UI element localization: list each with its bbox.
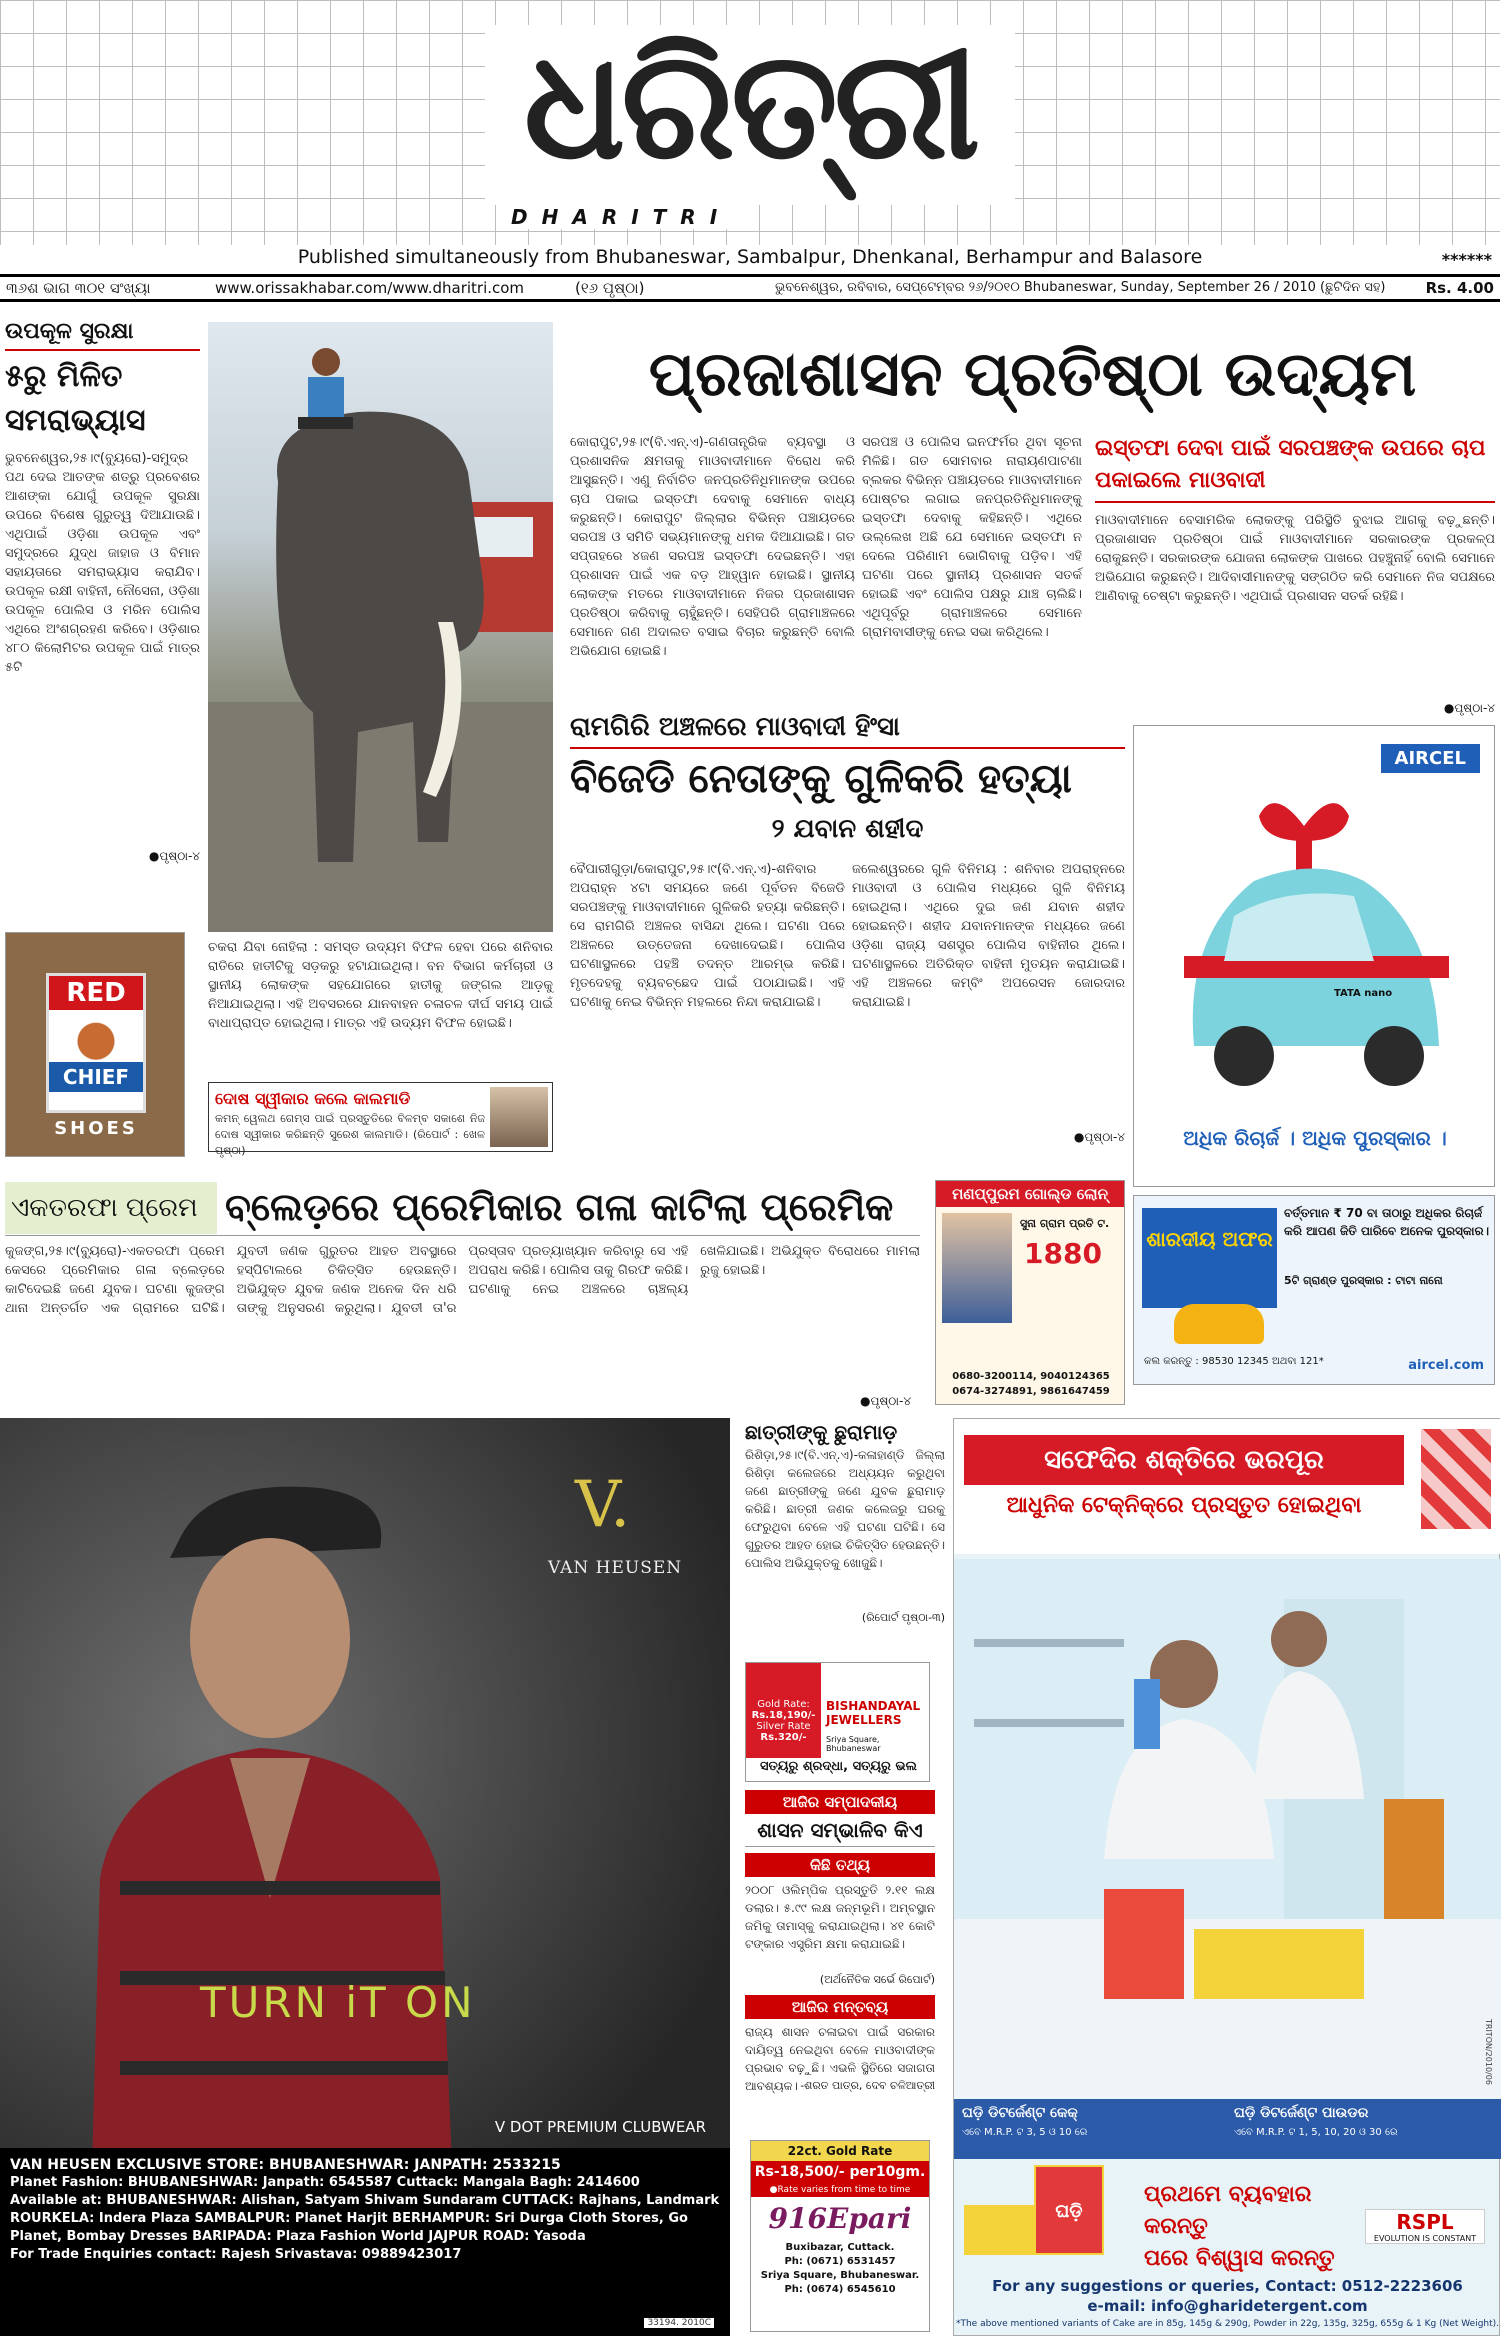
elephant-photo[interactable] bbox=[208, 322, 553, 932]
logo-subtitle: DHARITRI bbox=[505, 205, 737, 229]
bishandayal-odia-line: ସତ୍ୟରୁ ଶ୍ରଦ୍ଧା, ସତ୍ୟରୁ ଭଲ bbox=[760, 1759, 917, 1774]
aircel-tagline: ଅଧିକ ରିଚାର୍ଜ । ଅଧିକ ପୁରସ୍କାର । bbox=[1183, 1126, 1447, 1150]
bishandayal-rates bbox=[746, 1663, 821, 1758]
volume-number: ୩୬ଶ ଭାଗ ୩୦୧ ସଂଖ୍ୟା bbox=[6, 279, 151, 297]
vh-store-3: Available at: BHUBANESHWAR: Alishan, Satyam Shivam Sundaram CUTTACK: Rajhans, Landmark bbox=[10, 2193, 720, 2208]
comment-label: ଆଜିର ମନ୍ତବ୍ୟ bbox=[745, 1995, 935, 2019]
ghadi-cake-pack bbox=[964, 2205, 1034, 2255]
offer-contact: କଲ କରନ୍ତୁ : 98530 12345 ଅଥବା 121* bbox=[1144, 1356, 1324, 1367]
brand-ambassador-photo bbox=[942, 1213, 1012, 1323]
cake-label: ଘଡ଼ି ଡିଟର୍ଜେଣ୍ଟ କେକ୍ bbox=[962, 2105, 1078, 2121]
powder-label: ଘଡ଼ି ଡିଟର୍ଜେଣ୍ଟ ପାଉଡର bbox=[1234, 2105, 1369, 2121]
vh-store-5: Planet, Bombay Dresses BARIPADA: Plaza Fashion World JAJPUR ROAD: Yasoda bbox=[10, 2229, 586, 2244]
ghadi-product-packs bbox=[964, 2165, 1124, 2265]
vh-store-6: For Trade Enquiries contact: Rajesh Srivastava: 09889423017 bbox=[10, 2247, 462, 2262]
offer-line-2: 5ଟି ଗ୍ରାଣ୍ଡ ପୁରସ୍କାର : ଟାଟା ନାନୋ bbox=[1284, 1274, 1443, 1287]
kalmadi-photo bbox=[490, 1087, 548, 1147]
silver-rate: Rs.320/- bbox=[760, 1732, 807, 1743]
offer-line-1: ବର୍ତ୍ତମାନ ₹ 70 ବା ତାଠାରୁ ଅଧିକର ରିଚାର୍ଜ କରି ଆପଣ ଜିତି ପାରିବେ ଅନେକ ପୁରସ୍କାର। bbox=[1284, 1206, 1489, 1238]
ghadi-queries: For any suggestions or queries, Contact: 0512-2223606 bbox=[992, 2277, 1463, 2295]
epari-brand: 916Epari bbox=[768, 2202, 912, 2235]
cake-mrp: ଏବେ M.R.P. ଟ 3, 5 ଓ 10 ରେ bbox=[962, 2127, 1088, 2138]
student-story-body: ରିଶିଡ଼ା,୨୫।୯(ବି.ଏନ୍.ଏ)-କଳାହାଣ୍ଡି ଜିଲ୍ଲା ରିଶିଡ଼ା କଲେଜରେ ଅଧ୍ୟୟନ କରୁଥିବା ଜଣେ ଛାତ୍ରୀଙ୍କୁ ଜଣେ ଯୁବକ ଛୁରାମାଡ଼ କରିଛି। ଛାତ୍ରୀ ଜଣକ କଲେଜରୁ ଘରକୁ ଫେରୁଥିବା ବେଳେ ଏହି ଘଟଣା ଘଟିଛି। ସେ ଗୁରୁତର ଆହତ ହୋଇ ଚିକିତ୍ସିତ ହେଉଛନ୍ତି। ପୋଲିସ ଅଭିଯୁକ୍ତକୁ ଖୋଜୁଛି। bbox=[745, 1448, 945, 1570]
bishandayal-address: Sriya Square, Bhubaneswar bbox=[826, 1735, 881, 1753]
bishandayal-ad[interactable] bbox=[745, 1662, 930, 1782]
manappuram-ad[interactable] bbox=[935, 1180, 1125, 1405]
vh-store-2: Planet Fashion: BHUBANESHWAR: Janpath: 6545587 Cuttack: Mangala Bagh: 2414600 bbox=[10, 2175, 640, 2190]
lead-col-1: କୋରାପୁଟ,୨୫।୯(ବି.ଏନ୍.ଏ)-ଗଣତାନ୍ତ୍ରିକ ବ୍ୟବସ୍ଥା ଓ ପ୍ରଶାସନିକ କ୍ଷମତାକୁ ମାଓବାଦୀମାନେ ବିରୋଧ କରି ଆସୁଛନ୍ତି। ଏଣୁ ନିର୍ବାଚିତ ଜନପ୍ରତିନିଧିମାନଙ୍କ ଉପରେ ଚାପ ପକାଇ ଇସ୍ତଫା ଦେବାକୁ ସେମାନେ ବାଧ୍ୟ କରୁଛନ୍ତି। କୋରାପୁଟ ଜିଲ୍ଲାର ବିଭିନ୍ନ ପଞ୍ଚାୟତରେ ସରପଞ୍ଚ ଓ ସମିତି ସଭ୍ୟମାନଙ୍କୁ ଧମକ ଦିଆଯାଇଛି। ଗତ ସପ୍ତାହରେ ୪ଜଣ ସରପଞ୍ଚ ଇସ୍ତଫା ଦେଇଛନ୍ତି। ଏହା ପ୍ରଶାସନ ପାଇଁ ଏକ ବଡ଼ ଆହ୍ୱାନ ହୋଇଛି। ସ୍ଥାନୀୟ ଲୋକଙ୍କ ମତରେ ମାଓବାଦୀମାନେ ନିଜର ପ୍ରଜାଶାସନ ପ୍ରତିଷ୍ଠା କରିବାକୁ ଚାହୁଁଛନ୍ତି। ସେହିପରି ଗ୍ରାମାଞ୍ଚଳରେ ସେମାନେ ଗଣ ଅଦାଲତ ବସାଇ ବିଚାର କରୁଛନ୍ତି ବୋଲି ଅଭିଯୋଗ ହୋଇଛି। bbox=[570, 435, 855, 659]
gold-price: 1880 bbox=[1024, 1237, 1102, 1270]
vh-store-1: VAN HEUSEN EXCLUSIVE STORE: BHUBANESHWAR: JANPATH: 2533215 bbox=[10, 2157, 561, 2173]
manappuram-name: ମଣପ୍ପୁରମ ଗୋଲ୍ଡ ଲୋନ୍ bbox=[936, 1181, 1124, 1207]
epari-phone-2: Ph: (0674) 6545610 bbox=[784, 2284, 896, 2295]
ghadi-headline-band bbox=[954, 1419, 1501, 1554]
decorative-squares bbox=[1421, 1429, 1491, 1529]
vh-tagline: TURN iT ON bbox=[200, 1978, 476, 2027]
epari-address-2: Sriya Square, Bhubaneswar. bbox=[760, 2270, 920, 2281]
lead-col-3 bbox=[1095, 433, 1495, 715]
elephant-story-body: ଚକରା ଯିବା ନୋହିଲା : ସମସ୍ତ ଉଦ୍ୟମ ବିଫଳ ହେବା ପରେ ଶନିବାର ରାତିରେ ହାତୀଟିକୁ ସଡ଼କରୁ ହଟାଯାଇଥିଲା। ବନ ବିଭାଗ କର୍ମଚାରୀ ଓ ସ୍ଥାନୀୟ ଲୋକଙ୍କ ସହଯୋଗରେ ହାତୀକୁ ଜଙ୍ଗଲ ଆଡ଼କୁ ନିଆଯାଇଥିଲା। ଏହି ଅବସରରେ ଯାନବାହନ ଚଳାଚଳ ଦୀର୍ଘ ସମୟ ପାଇଁ ବାଧାପ୍ରାପ୍ତ ହୋଇଥିଲା। ମାତ୍ର ଏହି ଉଦ୍ୟମ ବିଫଳ ହୋଇଛି। bbox=[208, 940, 553, 1031]
second-story-headline[interactable]: ବିଜେଡି ନେତାଙ୍କୁ ଗୁଳିକରି ହତ୍ୟା bbox=[570, 756, 1072, 802]
offer-site[interactable]: aircel.com bbox=[1408, 1358, 1484, 1373]
lead-continued: ●ପୃଷ୍ଠା-୪ bbox=[1443, 701, 1495, 715]
offer-car-icon bbox=[1174, 1304, 1264, 1344]
aircel-offer-ad[interactable] bbox=[1133, 1195, 1495, 1385]
epari-note: ●Rate varies from time to time bbox=[751, 2183, 929, 2197]
story-headline[interactable]: ୫ରୁ ମିଳିତ ସମରାଭ୍ୟାସ bbox=[5, 349, 200, 443]
vh-store-4: ROURKELA: Indera Plaza SAMBALPUR: Planet Harjit BERHAMPUR: Sri Durga Cloth Stores, Go bbox=[10, 2211, 688, 2226]
second-story-col-1: ବୈପାରୀଗୁଡ଼ା/କୋରାପୁଟ,୨୫।୯(ବି.ଏନ୍.ଏ)-ଶନିବାର ଅପରାହ୍ନ ୪ଟା ସମୟରେ ଜଣେ ପୂର୍ବତନ ବିଜେଡି ସରପଞ୍ଚଙ୍କୁ ମାଓବାଦୀମାନେ ଗୁଳିକରି ହତ୍ୟା କରିଛନ୍ତି। ସେ ରାମଗିରି ଅଞ୍ଚଳର ବାସିନ୍ଦା ଥିଲେ। ଘଟଣା ପରେ ଅଞ୍ଚଳରେ ଉତ୍ତେଜନା ଦେଖାଦେଇଛି। ପୋଲିସ ଘଟଣାସ୍ଥଳରେ ପହଞ୍ଚି ତଦନ୍ତ ଆରମ୍ଭ କରିଛି। ମୃତଦେହକୁ ବ୍ୟବଚ୍ଛେଦ ପାଇଁ ପଠାଯାଇଛି। ଏହି ଘଟଣାକୁ ନେଇ ବିଭିନ୍ନ ମହଲରେ ନିନ୍ଦା କରାଯାଇଛି। bbox=[570, 862, 845, 1010]
second-story-subhead: ୨ ଯବାନ ଶହୀଦ bbox=[771, 814, 924, 844]
kalmadi-quote-box[interactable] bbox=[208, 1082, 553, 1157]
epari-rate-label: 22ct. Gold Rate bbox=[751, 2141, 929, 2161]
website[interactable]: www.orissakhabar.com/www.dharitri.com bbox=[215, 279, 525, 297]
ghadi-headline-1: ସଫେଦିର ଶକ୍ତିରେ ଭରପୂର bbox=[964, 1435, 1404, 1485]
aircel-ad[interactable] bbox=[1133, 725, 1495, 1187]
coastal-security-story bbox=[5, 315, 200, 864]
vh-sub: V DOT PREMIUM CLUBWEAR bbox=[494, 2118, 706, 2136]
red-chief-logo bbox=[46, 973, 146, 1113]
epari-rate: Rs-18,500/- per10gm. bbox=[751, 2161, 929, 2183]
lead-col-2: ସରପଞ୍ଚ ଓ ପୋଲିସ ଇନଫର୍ମର ଥିବା ସୂଚନା ମିଳିଛି। ଗତ ସୋମବାର ନାରାୟଣପାଟଣା ବ୍ଲକର ବିଭିନ୍ନ ପଞ୍ଚାୟତରେ ମାଓବାଦୀମାନେ ପୋଷ୍ଟର ଲଗାଇ ଜନପ୍ରତିନିଧିମାନଙ୍କୁ ଇସ୍ତଫା ଦେବାକୁ କହିଛନ୍ତି। ଏଥିରେ ଉଲ୍ଲେଖ ଅଛି ଯେ ସେମାନେ ଇସ୍ତଫା ନ ଦେଲେ ପରିଣାମ ଭୋଗିବାକୁ ପଡ଼ିବ। ଏହି ଘଟଣା ପରେ ସ୍ଥାନୀୟ ପ୍ରଶାସନ ସତର୍କ ହୋଇଛି ଏବଂ ପୋଲିସ ପକ୍ଷରୁ ଯାଞ୍ଚ ଚାଲିଛି। ଏଥିପୂର୍ବରୁ ଗ୍ରାମାଞ୍ଚଳରେ ସେମାନେ ଗ୍ରାମବାସୀଙ୍କୁ ନେଇ ସଭା କରିଥିଲେ। bbox=[862, 435, 1082, 640]
red-chief-tagline: SHOES bbox=[54, 1118, 138, 1139]
gold-rate: Rs.18,190/- bbox=[751, 1710, 816, 1721]
ghadi-disclaimer: *The above mentioned variants of Cake are in 85g, 145g & 290g, Powder in 22g, 135g, 325g, 655g & 1 Kg (Net Weight). bbox=[955, 2319, 1500, 2329]
rspl-logo bbox=[1365, 2209, 1485, 2244]
love-story-headline[interactable]: ବ୍ଲେଡ଼ରେ ପ୍ରେମିକାର ଗଳା କାଟିଲା ପ୍ରେମିକ bbox=[225, 1185, 894, 1229]
rspl-name: RSPL bbox=[1396, 2210, 1454, 2234]
manappuram-phone: 0680-3200114, 9040124365 bbox=[952, 1371, 1110, 1382]
maoist-violence-story bbox=[570, 707, 1125, 849]
logo-text: ଧରିତ୍ରୀ bbox=[523, 17, 977, 193]
second-story-col-2-wrap bbox=[852, 860, 1125, 1155]
quote-text: କମନ୍ ୱେଲଥ ଗେମ୍ସ ପାଇଁ ପ୍ରସ୍ତୁତିରେ ବିଳମ୍ବ ସକାଶେ ନିଜ ଦୋଷ ସ୍ୱୀକାର କରିଛନ୍ତି ସୁରେଶ କାଲମାଡି। (ରିପୋର୍ଟ : ଖେଳ ପୃଷ୍ଠା) bbox=[215, 1112, 485, 1157]
epari-ad[interactable] bbox=[750, 2140, 930, 2332]
newspaper-logo bbox=[485, 17, 1015, 229]
student-story-headline[interactable]: ଛାତ୍ରୀଙ୍କୁ ଛୁରାମାଡ଼ bbox=[745, 1420, 898, 1444]
quote-title: ଦୋଷ ସ୍ୱୀକାର କଲେ କାଲମାଡି bbox=[215, 1089, 411, 1108]
vh-store-list bbox=[0, 2148, 730, 2336]
car-label: TATA nano bbox=[1334, 988, 1393, 999]
ghadi-slogan-2: ପରେ ବିଶ୍ୱାସ କରନ୍ତୁ bbox=[1144, 2246, 1335, 2271]
price: Rs. 4.00 bbox=[1425, 279, 1494, 297]
offer-title: ଶାରଦୀୟ ଅଫର bbox=[1142, 1208, 1277, 1308]
gold-rate-label: Gold Rate: bbox=[757, 1699, 810, 1710]
lead-headline[interactable]: ପ୍ରଜାଶାସନ ପ୍ରତିଷ୍ଠା ଉଦ୍ୟମ bbox=[648, 337, 1417, 410]
red-chief-brand-top: RED bbox=[49, 976, 143, 1010]
bishandayal-name: BISHANDAYAL JEWELLERS bbox=[826, 1699, 921, 1727]
ghadi-headline-2: ଆଧୁନିକ ଟେକ୍ନିକ୍‌ରେ ପ୍ରସ୍ତୁତ ହୋଇଥିବା bbox=[1006, 1493, 1362, 1518]
comment-body: ରାଜ୍ୟ ଶାସନ ଚଳାଇବା ପାଇଁ ସରକାର ଦାୟିତ୍ୱ ନେଇଥିବା ବେଳେ ମାଓବାଦୀଙ୍କ ପ୍ରଭାବ ବଢ଼ୁଛି। ଏଭଳି ସ୍ଥିତିରେ ସଜାଗତା ଆବଶ୍ୟକ। bbox=[745, 2025, 935, 2093]
editorial-section bbox=[745, 1790, 935, 2093]
facts-label: କିଛି ତଥ୍ୟ bbox=[745, 1853, 935, 1877]
van-heusen-ad[interactable] bbox=[0, 1418, 730, 2336]
love-story-body: କୁଜଙ୍ଗ,୨୫।୯(ବ୍ୟୁରୋ)-ଏକତରଫା ପ୍ରେମ କେସରେ ପ୍ରେମିକାର ଗଳା ବ୍ଲେଡ଼ରେ କାଟିଦେଇଛି ଜଣେ ଯୁବକ। ଘଟଣା କୁଜଙ୍ଗ ଥାନା ଅନ୍ତର୍ଗତ ଏକ ଗ୍ରାମରେ ଘଟିଛି। ଯୁବତୀ ଜଣକ ଗୁରୁତର ଆହତ ଅବସ୍ଥାରେ ହସ୍ପିଟାଲରେ ଚିକିତ୍ସିତ ହେଉଛନ୍ତି। ଅଭିଯୁକ୍ତ ଯୁବକ ଜଣକ ଅନେକ ଦିନ ଧରି ତାଙ୍କୁ ଅନୁସରଣ କରୁଥିଲା। ଯୁବତୀ ତା'ର ପ୍ରସ୍ତାବ ପ୍ରତ୍ୟାଖ୍ୟାନ କରିବାରୁ ସେ ଏହି ଅପରାଧ କରିଛି। ପୋଲିସ ତାକୁ ଗିରଫ କରିଛି। ଘଟଣାକୁ ନେଇ ଅଞ୍ଚଳରେ ଚାଞ୍ଚଲ୍ୟ ଖେଳିଯାଇଛି। ଅଭିଯୁକ୍ତ ବିରୋଧରେ ମାମଲା ରୁଜୁ ହୋଇଛି। bbox=[5, 1244, 920, 1316]
love-story-kicker: ଏକତରଫା ପ୍ରେମ bbox=[5, 1182, 217, 1234]
blade-attack-story-header bbox=[5, 1176, 920, 1236]
epari-phone-1: Ph: (0671) 6531457 bbox=[784, 2256, 896, 2267]
tata-nano-gift-car bbox=[1164, 786, 1464, 1116]
page-count: (୧୬ ପୃଷ୍ଠା) bbox=[575, 279, 645, 297]
red-chief-brand-bottom: CHIEF bbox=[49, 1062, 143, 1092]
second-story-continued: ●ପୃଷ୍ଠା-୪ bbox=[1073, 1130, 1125, 1144]
elephant-illustration bbox=[208, 322, 553, 932]
red-chief-ad[interactable] bbox=[5, 932, 185, 1157]
model-silhouette bbox=[60, 1458, 480, 2238]
edition-stars: ****** bbox=[1441, 250, 1492, 269]
lead-side-kicker[interactable]: ଇସ୍ତଫା ଦେବା ପାଇଁ ସରପଞ୍ଚଙ୍କ ଉପରେ ଚାପ ପକାଇଲେ ମାଓବାଦୀ bbox=[1095, 433, 1495, 503]
ghadi-ad-code: TRITON/2010/06 bbox=[1484, 2019, 1493, 2085]
lead-col-3-body: ମାଓବାଦୀମାନେ ବେସାମରିକ ଲୋକଙ୍କୁ ପରିସ୍ଥିତି ବୁଝାଇ ଆଗକୁ ବଢ଼ୁଛନ୍ତି। ପ୍ରଜାଶାସନ ପ୍ରତିଷ୍ଠା ପାଇଁ ମାଓବାଦୀମାନେ ସରକାରଙ୍କ ପ୍ରକଳ୍ପ ରୋକୁଛନ୍ତି। ସରକାରଙ୍କ ଯୋଜନା ଲୋକଙ୍କ ପାଖରେ ପହଞ୍ଚୁନାହିଁ ବୋଲି ସେମାନେ ଅଭିଯୋଗ କରୁଛନ୍ତି। ଆଦିବାସୀମାନଙ୍କୁ ସଙ୍ଗଠିତ କରି ସେମାନେ ନିଜ ସପକ୍ଷରେ ଆଣିବାକୁ ଚେଷ୍ଟା କରୁଛନ୍ତି। ଏଥିପାଇଁ ପ୍ରଶାସନ ସତର୍କ ରହିଛି। bbox=[1095, 513, 1495, 604]
manappuram-phone-2: 0674-3274891, 9861647459 bbox=[952, 1386, 1110, 1397]
ghadi-email[interactable]: e-mail: info@gharidetergent.com bbox=[1087, 2297, 1368, 2315]
student-story-continued: (ରିପୋର୍ଟ ପୃଷ୍ଠା-୩) bbox=[861, 1611, 945, 1624]
lab-scene-illustration bbox=[954, 1559, 1501, 2099]
gold-price-label: ସୁନା ଗ୍ରାମ ପ୍ରତି ଟ. bbox=[1020, 1217, 1110, 1230]
editorial-title[interactable]: ଶାସନ ସମ୍ଭାଳିବ କିଏ bbox=[745, 1814, 935, 1847]
love-story-continued: ●ପୃଷ୍ଠା-୪ bbox=[860, 1394, 912, 1408]
silver-rate-label: Silver Rate bbox=[756, 1721, 811, 1732]
vh-logo-mark: V. bbox=[575, 1468, 631, 1542]
ghadi-slogan-1: ପ୍ରଥମେ ବ୍ୟବହାର କରନ୍ତୁ bbox=[1144, 2182, 1312, 2239]
story-continued: ●ପୃଷ୍ଠା-୪ bbox=[148, 849, 200, 863]
second-story-col-2: ଜଲେଶ୍ୱରରେ ଗୁଳି ବିନିମୟ : ଶନିବାର ଅପରାହ୍ନରେ ମାଓବାଦୀ ଓ ପୋଲିସ ମଧ୍ୟରେ ଗୁଳି ବିନିମୟ ହୋଇଥିଲା। ଏଥିରେ ଦୁଇ ଜଣ ଯବାନ ଶହୀଦ ହୋଇଛନ୍ତି। ଶହୀଦ ଯବାନମାନଙ୍କ ମଧ୍ୟରେ ଜଣେ ଓଡ଼ିଶା ରାଜ୍ୟ ସଶସ୍ତ୍ର ପୋଲିସ ବାହିନୀର ଥିଲେ। ଘଟଣାସ୍ଥଳରେ ଅତିରିକ୍ତ ବାହିନୀ ମୁତୟନ କରାଯାଇଛି। ଏହି ଅଞ୍ଚଳରେ କମ୍ବିଂ ଅପରେସନ ଜୋରଦାର କରାଯାଇଛି। bbox=[852, 862, 1125, 1010]
ghadi-variants-band bbox=[954, 2099, 1501, 2159]
powder-mrp: ଏବେ M.R.P. ଟ 1, 5, 10, 20 ଓ 30 ରେ bbox=[1234, 2127, 1398, 2138]
story-body: ଭୁବନେଶ୍ୱର,୨୫।୯(ବ୍ୟୁରୋ)-ସମୁଦ୍ର ପଥ ଦେଇ ଆତଙ୍କ ଶତ୍ରୁ ପ୍ରବେଶର ଆଶଙ୍କା ଯୋଗୁଁ ଉପକୂଳ ସୁରକ୍ଷା ଉପରେ ବିଶେଷ ଗୁରୁତ୍ୱ ଦିଆଯାଉଛି। ଏଥିପାଇଁ ଓଡ଼ିଶା ଉପକୂଳ ଏବଂ ସମୁଦ୍ରରେ ଯୁଦ୍ଧ ଜାହାଜ ଓ ବିମାନ ସହାୟତାରେ ସମରାଭ୍ୟାସ କରାଯିବ। ଉପକୂଳ ରକ୍ଷୀ ବାହିନୀ, ନୌସେନା, ଓଡ଼ିଶା ଉପକୂଳ ପୋଲିସ ଓ ମରିନ ପୋଲିସ ଏଥିରେ ଅଂଶଗ୍ରହଣ କରିବେ। ଓଡ଼ିଶାର ୪୮୦ କିଲୋମିଟର ଉପକୂଳ ପାଇଁ ମାତ୍ର ୫ଟି bbox=[5, 451, 200, 675]
comment-author: -ଶରତ ପାତ୍ର, ଦେବ ଚଳିଆତ୍ରୀ bbox=[800, 2079, 935, 2092]
second-story-kicker: ରାମଗିରି ଅଞ୍ଚଳରେ ମାଓବାଦୀ ହିଂସା bbox=[570, 707, 1125, 749]
facts-source: (ଅର୍ଥନୈତିକ ସର୍ଭେ ରିପୋର୍ଟ) bbox=[819, 1973, 935, 1986]
ghadi-detergent-ad[interactable] bbox=[953, 1418, 1500, 2336]
vh-ad-code: 33194. 2010C bbox=[644, 2318, 714, 2328]
published-line: Published simultaneously from Bhubaneswar, Sambalpur, Dhenkanal, Berhampur and Balasore bbox=[0, 246, 1500, 268]
chief-head-icon bbox=[49, 1010, 143, 1062]
story-kicker: ଉପକୂଳ ସୁରକ୍ଷା bbox=[5, 319, 134, 344]
student-stabbing-story bbox=[745, 1418, 945, 1625]
rspl-sub: EVOLUTION IS CONSTANT bbox=[1373, 2234, 1477, 2243]
ghadi-slogan bbox=[1144, 2179, 1354, 2275]
editorial-label: ଆଜିର ସମ୍ପାଦକୀୟ bbox=[745, 1790, 935, 1814]
info-bar bbox=[0, 274, 1500, 302]
dateline: ଭୁବନେଶ୍ୱର, ରବିବାର, ସେପ୍ଟେମ୍ବର ୨୬/୨୦୧୦ Bhubaneswar, Sunday, September 26 / 2010 (ଛୁଟିଦିନ ସହ) bbox=[775, 280, 1386, 295]
ghadi-packet: ଘଡ଼ି bbox=[1034, 2165, 1104, 2255]
epari-address-1: Buxibazar, Cuttack. bbox=[785, 2242, 895, 2253]
aircel-logo: AIRCEL bbox=[1381, 744, 1480, 773]
facts-body: ୨୦୦୮ ଓଲିମ୍ପିକ ପ୍ରସ୍ତୁତି ୨.୧୧ ଲକ୍ଷ ଡଲାର। ୫.୯୯ ଲକ୍ଷ ଜନ୍ମଭୂମି। ଅମ୍ବସ୍ଥାନ ଜମିକୁ ତାମାସ୍କୁ କରାଯାଇଥିଲା। ୪୧ କୋଟି ଟଙ୍କାର ଏସ୍ତ୍ରିମ କ୍ଷମା କରାଯାଇଛି। bbox=[745, 1883, 935, 1951]
lead-story bbox=[570, 322, 1495, 426]
vh-brand: VAN HEUSEN bbox=[548, 1558, 683, 1578]
